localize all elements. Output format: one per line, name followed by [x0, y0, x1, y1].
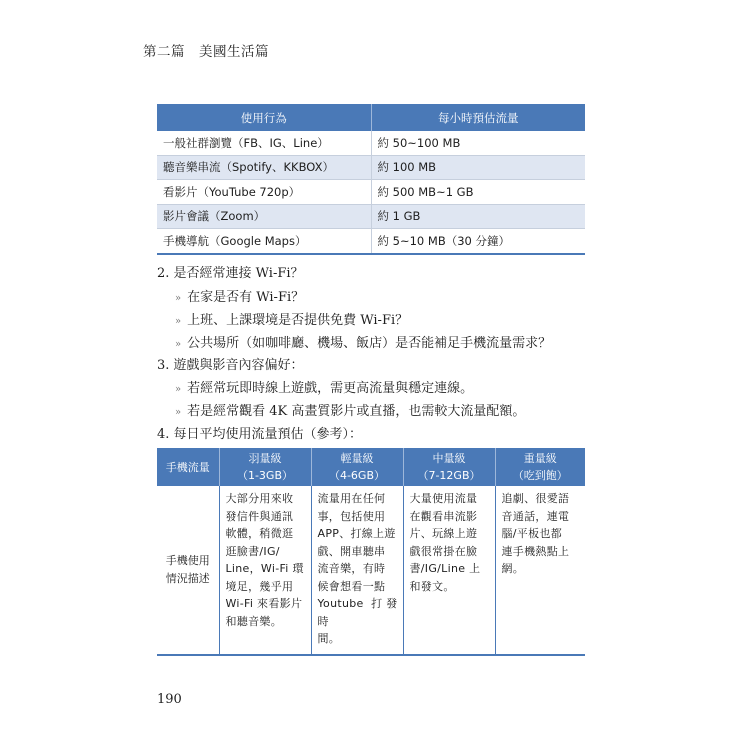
bullet-icon: » — [175, 316, 182, 327]
table-header-level: 羽量級 （1-3GB） — [219, 448, 311, 486]
bullet-icon: » — [175, 384, 182, 395]
list-item-wifi: 2. 是否經常連接 Wi-Fi？ — [157, 266, 304, 281]
level-description: 流量用在任何 事，包括使用 APP、打線上遊 戲、開車聽串 流音樂，有時 候會想看一點 Youtube 打發時 間。 — [311, 486, 403, 655]
level-description: 大量使用流量 在觀看串流影 片、玩線上遊 戲很常掛在臉 書/IG/Line 上 和發文。 — [403, 486, 495, 655]
usage-cell: 看影片（YouTube 720p） — [157, 180, 371, 205]
bullet-icon: » — [175, 407, 182, 418]
bullet-icon: » — [175, 339, 182, 350]
level-description: 追劇、很愛語 音通話，連電 腦/平板也都 連手機熱點上 網。 — [495, 486, 585, 655]
estimate-cell: 約 1 GB — [371, 204, 585, 229]
table-row — [157, 155, 585, 180]
table-header-level: 中量級 （7-12GB） — [403, 448, 495, 486]
table-header-level: 重量級 （吃到飽） — [495, 448, 585, 486]
row-label: 手機使用 情況描述 — [157, 486, 219, 655]
estimate-cell: 約 5~10 MB（30 分鐘） — [371, 229, 585, 254]
list-subitem: » 公共場所（如咖啡廳、機場、飯店）是否能補足手機流量需求？ — [175, 336, 552, 351]
table-row — [157, 229, 585, 254]
table-row — [157, 486, 585, 655]
estimate-cell: 約 500 MB~1 GB — [371, 180, 585, 205]
table-row — [157, 131, 585, 155]
list-subitem: » 在家是否有 Wi-Fi？ — [175, 290, 305, 305]
page-number: 190 — [157, 692, 182, 707]
usage-cell: 聽音樂串流（Spotify、KKBOX） — [157, 155, 371, 180]
table-header-level: 輕量級 （4-6GB） — [311, 448, 403, 486]
list-subitem: » 若經常玩即時線上遊戲，需更高流量與穩定連線。 — [175, 381, 474, 396]
table-row — [157, 204, 585, 229]
list-subitem: » 若是經常觀看 4K 高畫質影片或直播，也需較大流量配額。 — [175, 404, 526, 419]
table-header-usage: 使用行為 — [157, 104, 371, 131]
usage-cell: 手機導航（Google Maps） — [157, 229, 371, 254]
daily-usage-level-table — [157, 448, 585, 656]
data-usage-per-hour-table — [157, 104, 585, 255]
usage-cell: 一般社群瀏覽（FB、IG、Line） — [157, 131, 371, 155]
list-item-content-preference: 3. 遊戲與影音內容偏好： — [157, 358, 304, 373]
list-item-daily-estimate: 4. 每日平均使用流量預估（參考）： — [157, 427, 363, 442]
estimate-cell: 約 50~100 MB — [371, 131, 585, 155]
table-header-phone-data: 手機流量 — [157, 448, 219, 486]
table-row — [157, 180, 585, 205]
usage-cell: 影片會議（Zoom） — [157, 204, 371, 229]
list-subitem: » 上班、上課環境是否提供免費 Wi-Fi？ — [175, 313, 409, 328]
table-header-hourly-estimate: 每小時預估流量 — [371, 104, 585, 131]
bullet-icon: » — [175, 293, 182, 304]
level-description: 大部分用來收 發信件與通訊 軟體，稍微逛 逛臉書/IG/ Line，Wi-Fi 環 境足，幾乎用 Wi-Fi 來看影片 和聽音樂。 — [219, 486, 311, 655]
estimate-cell: 約 100 MB — [371, 155, 585, 180]
running-header: 第二篇 美國生活篇 — [143, 44, 269, 60]
